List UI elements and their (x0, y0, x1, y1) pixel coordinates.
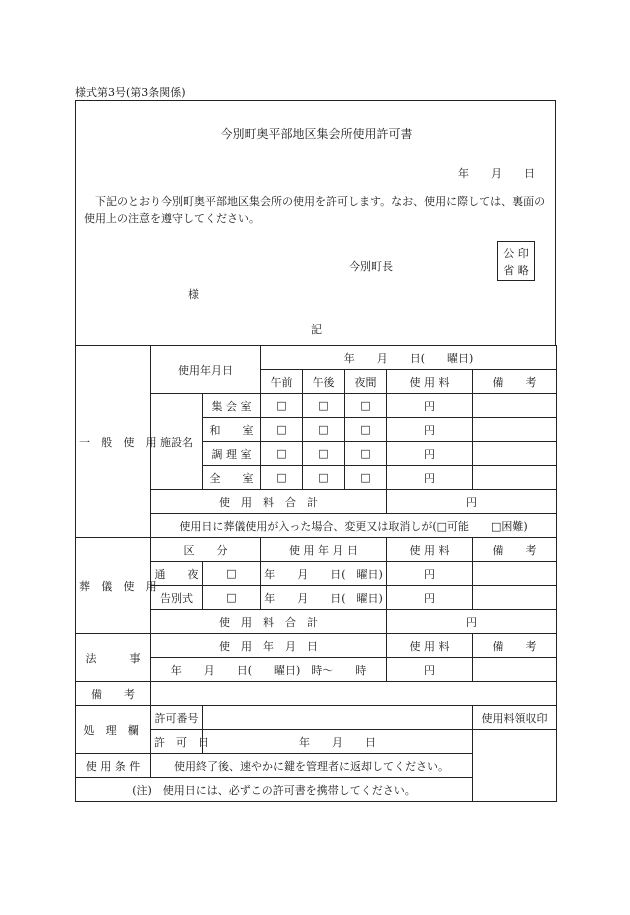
remarks-row (76, 682, 557, 706)
funeral-fee[interactable]: 円 (387, 586, 473, 610)
seal-line-1: 公 印 (503, 247, 529, 260)
checkbox-pm[interactable]: □ (303, 466, 345, 490)
checkbox-night[interactable]: □ (345, 418, 387, 442)
general-date-row (76, 346, 557, 370)
funeral-remarks[interactable] (473, 586, 557, 610)
funeral-change-note[interactable]: 使用日に葬儀使用が入った場合、変更又は取消しが(□可能 □困難) (151, 514, 557, 538)
funeral-type-label: 告別式 (151, 586, 203, 610)
checkbox-pm[interactable]: □ (303, 442, 345, 466)
usage-table (75, 345, 557, 802)
permit-number-label: 許可番号 (151, 706, 203, 730)
memorial-col-fee: 使 用 料 (387, 634, 473, 658)
facility-label: 施設名 (151, 394, 203, 490)
general-date-label: 使用年月日 (151, 346, 261, 394)
col-fee: 使 用 料 (387, 370, 473, 394)
seal-line-2: 省 略 (503, 264, 529, 277)
memorial-header-row (76, 634, 557, 658)
memorial-remarks[interactable] (473, 658, 557, 682)
funeral-date[interactable]: 年 月 日( 曜日) (261, 562, 387, 586)
facility-name: 集 会 室 (203, 394, 261, 418)
funeral-fee-total-label: 使 用 料 合 計 (151, 610, 387, 634)
funeral-col-date: 使 用 年 月 日 (261, 538, 387, 562)
memorial-date[interactable]: 年 月 日( 曜日) 時〜 時 (151, 658, 387, 682)
permit-body-text: 下記のとおり今別町奥平部地区集会所の使用を許可します。なお、使用に際しては、裏面の使用上の注意を遵守してください。 (84, 195, 546, 225)
remarks-cell[interactable] (473, 466, 557, 490)
permit-date-label: 許 可 日 (151, 730, 203, 754)
ki-heading: 記 (311, 323, 322, 336)
issuer-mayor: 今別町長 (349, 260, 393, 273)
fee-cell[interactable]: 円 (387, 418, 473, 442)
checkbox-night[interactable]: □ (345, 394, 387, 418)
general-fee-total-label: 使 用 料 合 計 (151, 490, 387, 514)
memorial-col-remarks: 備 考 (473, 634, 557, 658)
checkbox-pm[interactable]: □ (303, 418, 345, 442)
checkbox-am[interactable]: □ (261, 394, 303, 418)
funeral-fee[interactable]: 円 (387, 562, 473, 586)
carry-permit-note: (注) 使用日には、必ずこの許可書を携帯してください。 (76, 778, 473, 802)
memorial-heading: 法 事 (76, 634, 151, 682)
memorial-fee[interactable]: 円 (387, 658, 473, 682)
checkbox-pm[interactable]: □ (303, 394, 345, 418)
conditions-label: 使 用 条 件 (76, 754, 151, 778)
facility-name: 全 室 (203, 466, 261, 490)
permit-header-box (75, 100, 556, 346)
remarks-cell[interactable] (473, 418, 557, 442)
funeral-type-checkbox[interactable]: □ (203, 562, 261, 586)
col-am: 午前 (261, 370, 303, 394)
permit-date-field[interactable]: 年 月 日 (203, 730, 473, 754)
funeral-type-label: 通 夜 (151, 562, 203, 586)
checkbox-am[interactable]: □ (261, 466, 303, 490)
receipt-stamp-label: 使用料領収印 (473, 706, 557, 730)
fee-cell[interactable]: 円 (387, 394, 473, 418)
remarks-label: 備 考 (76, 682, 151, 706)
funeral-type-checkbox[interactable]: □ (203, 586, 261, 610)
funeral-fee-total-value[interactable]: 円 (387, 610, 557, 634)
col-night: 夜間 (345, 370, 387, 394)
fee-cell[interactable]: 円 (387, 466, 473, 490)
funeral-heading: 葬 儀 使 用 (76, 538, 151, 634)
general-date-value[interactable]: 年 月 日( 曜日) (261, 346, 557, 370)
funeral-remarks[interactable] (473, 562, 557, 586)
remarks-field[interactable] (151, 682, 557, 706)
processing-row-1 (76, 706, 557, 730)
document-title: 今別町奥平部地区集会所使用許可書 (220, 127, 413, 141)
permit-number-field[interactable] (203, 706, 473, 730)
checkbox-night[interactable]: □ (345, 466, 387, 490)
checkbox-night[interactable]: □ (345, 442, 387, 466)
checkbox-am[interactable]: □ (261, 418, 303, 442)
remarks-cell[interactable] (473, 394, 557, 418)
funeral-date[interactable]: 年 月 日( 曜日) (261, 586, 387, 610)
memorial-col-date: 使 用 年 月 日 (151, 634, 387, 658)
col-pm: 午後 (303, 370, 345, 394)
facility-name: 和 室 (203, 418, 261, 442)
facility-name: 調 理 室 (203, 442, 261, 466)
remarks-cell[interactable] (473, 442, 557, 466)
funeral-col-division: 区 分 (151, 538, 261, 562)
funeral-header-row (76, 538, 557, 562)
col-remarks: 備 考 (473, 370, 557, 394)
checkbox-am[interactable]: □ (261, 442, 303, 466)
receipt-stamp-area[interactable] (473, 730, 557, 802)
general-fee-total-value[interactable]: 円 (387, 490, 557, 514)
recipient-honorific: 様 (188, 288, 199, 301)
general-heading: 一 般 使 用 (76, 346, 151, 538)
official-seal-box (497, 241, 535, 281)
form-number: 様式第3号(第3条関係) (75, 86, 186, 99)
funeral-col-remarks: 備 考 (473, 538, 557, 562)
conditions-text: 使用終了後、速やかに鍵を管理者に返却してください。 (151, 754, 473, 778)
funeral-col-fee: 使 用 料 (387, 538, 473, 562)
processing-heading: 処 理 欄 (76, 706, 151, 754)
fee-cell[interactable]: 円 (387, 442, 473, 466)
issue-date: 年 月 日 (458, 167, 535, 180)
